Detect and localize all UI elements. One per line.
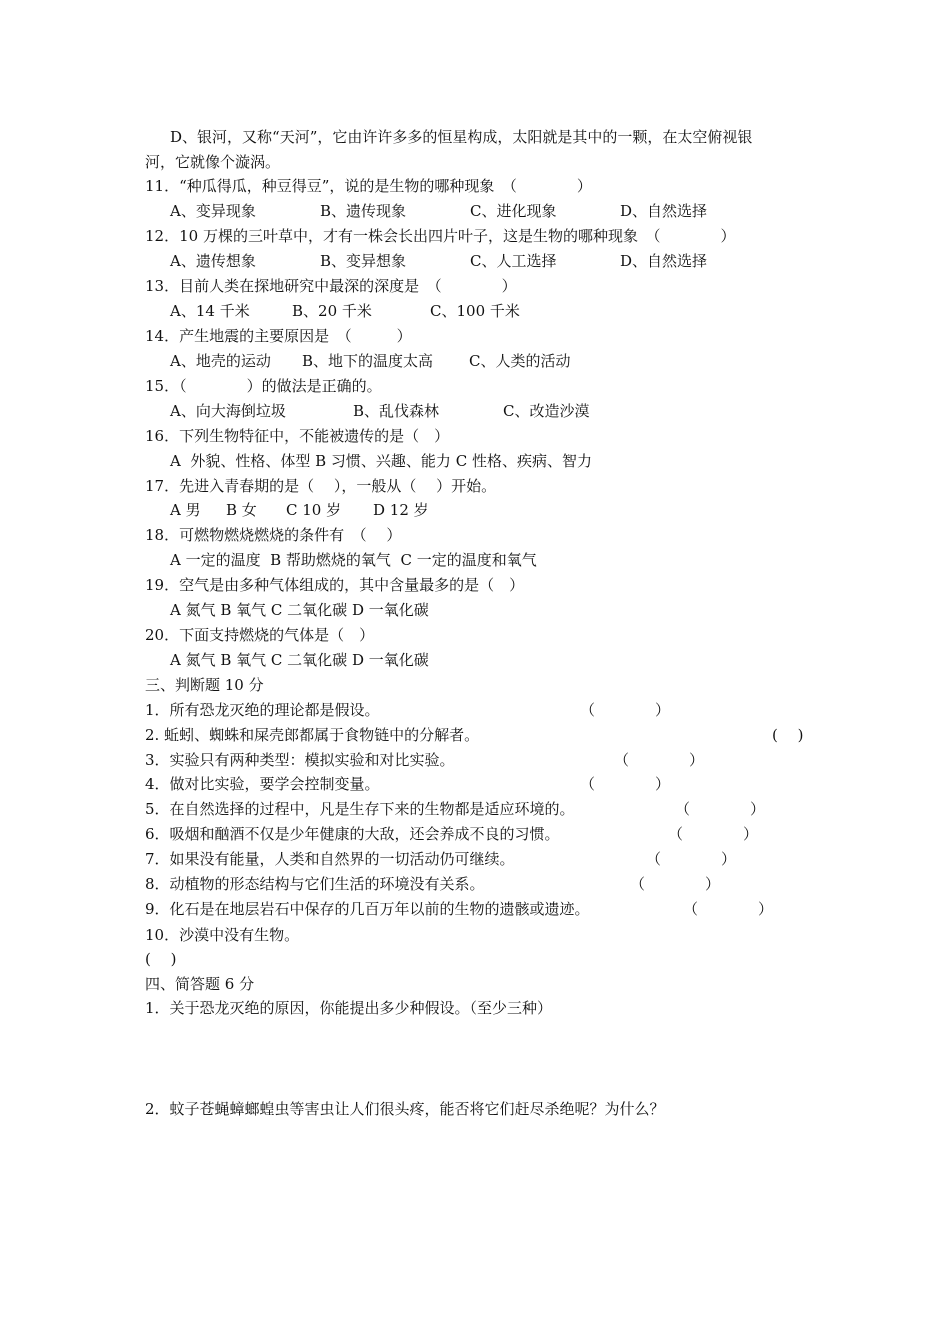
question-20: 20．下面支持燃烧的气体是（ ） [145, 626, 375, 644]
tf-item-6-answer: （ ） [668, 825, 759, 843]
question-19: 19．空气是由多种气体组成的，其中含量最多的是（ ） [145, 576, 525, 594]
short-answer-1: 1．关于恐龙灭绝的原因，你能提出多少种假设。（至少三种） [145, 999, 553, 1017]
q11-option-d: D、自然选择 [620, 202, 708, 220]
q13-option-c: C、100 千米 [430, 302, 520, 320]
tf-item-7-answer: （ ） [646, 850, 737, 868]
question-15: 15．（ ）的做法是正确的。 [145, 377, 382, 395]
q18-options: A 一定的温度 B 帮助燃烧的氧气 C 一定的温度和氧气 [170, 551, 537, 569]
question-13: 13．目前人类在探地研究中最深的深度是 （ ） [145, 277, 517, 295]
short-answer-2: 2．蚊子苍蝇蟑螂蝗虫等害虫让人们很头疼，能否将它们赶尽杀绝呢？为什么？ [145, 1100, 665, 1118]
option-d-text: D、银河，又称“天河”，它由许许多多的恒星构成，太阳就是其中的一颗，在太空俯视银 [170, 128, 753, 146]
option-d-text-cont: 河，它就像个漩涡。 [145, 153, 281, 171]
question-11: 11．“种瓜得瓜，种豆得豆”，说的是生物的哪种现象 （ ） [145, 177, 592, 195]
question-12: 12．10 万棵的三叶草中，才有一株会长出四片叶子，这是生物的哪种现象 （ ） [145, 227, 736, 245]
tf-item-5-answer: （ ） [675, 800, 766, 818]
q11-option-a: A、变异现象 [170, 202, 256, 220]
question-17: 17．先进入青春期的是（ ），一般从（ ）开始。 [145, 477, 497, 495]
tf-item-10: 10．沙漠中没有生物。 [145, 926, 300, 944]
tf-item-8: 8．动植物的形态结构与它们生活的环境没有关系。 [145, 875, 485, 893]
tf-item-3: 3．实验只有两种类型：模拟实验和对比实验。 [145, 751, 455, 769]
q12-option-c: C、人工选择 [470, 252, 557, 270]
question-14: 14．产生地震的主要原因是 （ ） [145, 327, 412, 345]
q13-option-a: A、14 千米 [170, 302, 250, 320]
q17-option-a: A 男 [170, 501, 201, 519]
tf-item-10-answer: ( ) [145, 950, 177, 968]
q17-option-d: D 12 岁 [373, 501, 429, 519]
q17-option-b: B 女 [226, 501, 257, 519]
q13-option-b: B、20 千米 [292, 302, 372, 320]
tf-item-6: 6．吸烟和酗酒不仅是少年健康的大敌，还会养成不良的习惯。 [145, 825, 560, 843]
tf-item-2-answer: ( ) [772, 726, 804, 744]
tf-item-5: 5．在自然选择的过程中，凡是生存下来的生物都是适应环境的。 [145, 800, 575, 818]
q15-option-a: A、向大海倒垃圾 [170, 402, 286, 420]
tf-item-4-answer: （ ） [580, 775, 671, 793]
q11-option-b: B、遗传现象 [320, 202, 407, 220]
q15-option-b: B、乱伐森林 [353, 402, 440, 420]
tf-item-3-answer: （ ） [614, 751, 705, 769]
section-title-short-answer: 四、简答题 6 分 [145, 975, 255, 993]
q14-option-a: A、地壳的运动 [170, 352, 271, 370]
q12-option-a: A、遗传想象 [170, 252, 256, 270]
q12-option-d: D、自然选择 [620, 252, 708, 270]
q20-options: A 氮气 B 氧气 C 二氧化碳 D 一氧化碳 [170, 651, 429, 669]
tf-item-7: 7．如果没有能量，人类和自然界的一切活动仍可继续。 [145, 850, 515, 868]
q12-option-b: B、变异想象 [320, 252, 407, 270]
q14-option-c: C、人类的活动 [469, 352, 571, 370]
q17-option-c: C 10 岁 [286, 501, 342, 519]
tf-item-9-answer: （ ） [683, 900, 774, 918]
tf-item-1-answer: （ ） [580, 701, 671, 719]
q19-options: A 氮气 B 氧气 C 二氧化碳 D 一氧化碳 [170, 601, 429, 619]
tf-item-9: 9．化石是在地层岩石中保存的几百万年以前的生物的遗骸或遗迹。 [145, 900, 590, 918]
tf-item-1: 1．所有恐龙灭绝的理论都是假设。 [145, 701, 380, 719]
tf-item-4: 4．做对比实验，要学会控制变量。 [145, 775, 380, 793]
tf-item-8-answer: （ ） [630, 875, 721, 893]
tf-item-2: 2. 蚯蚓、蜘蛛和屎壳郎都属于食物链中的分解者。 [145, 726, 480, 744]
section-title-true-false: 三、判断题 10 分 [145, 676, 264, 694]
q16-options: A 外貌、性格、体型 B 习惯、兴趣、能力 C 性格、疾病、智力 [170, 452, 592, 470]
question-18: 18．可燃物燃烧燃烧的条件有 （ ） [145, 526, 402, 544]
q14-option-b: B、地下的温度太高 [302, 352, 434, 370]
q11-option-c: C、进化现象 [470, 202, 557, 220]
q15-option-c: C、改造沙漠 [503, 402, 590, 420]
question-16: 16．下列生物特征中，不能被遗传的是（ ） [145, 427, 450, 445]
